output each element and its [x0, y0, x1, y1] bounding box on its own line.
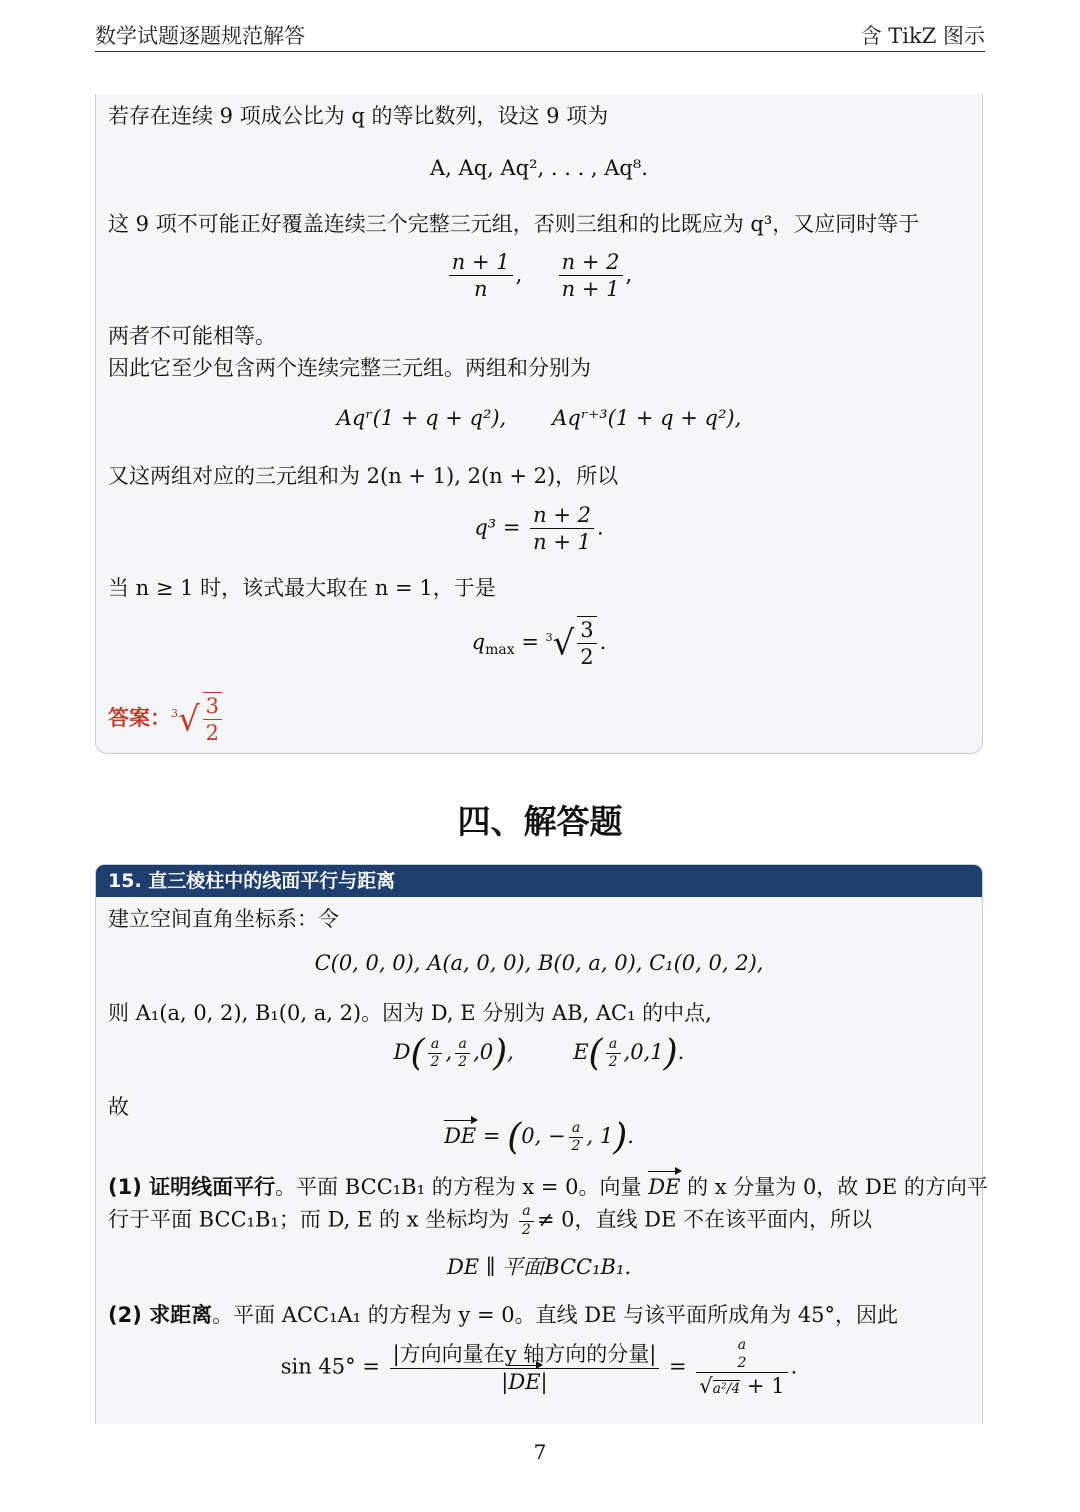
- equation-fractions: $\frac{n + 1}{n}$ , $\frac{n + 2}{n + 1}$ ,: [96, 249, 982, 303]
- header-subtitle: 含 TikZ 图示: [860, 24, 985, 48]
- answer-label: 答案：: [108, 705, 171, 730]
- paragraph: 这 9 项不可能正好覆盖连续三个完整三元组，否则三组和的比既应为 q³，又应同时等于: [108, 212, 920, 236]
- equation: $q_{max} = ^3√$ $\frac{3}{2}$ .: [471, 618, 607, 670]
- problem-box-15: [95, 864, 988, 1424]
- section-title: 四、解答题: [457, 802, 623, 841]
- paragraph: 行于平面 BCC₁B₁；而 D, E 的 x 坐标均为 $\frac{a}{2}$ ≠ 0，直线 DE 不在该平面内，所以: [108, 1203, 872, 1238]
- equation: q³ = $\frac{n + 2}{n + 1}$ .: [474, 503, 604, 555]
- paragraph: 两者不可能相等。: [108, 324, 276, 348]
- paragraph: 故: [108, 1095, 129, 1119]
- equation: C(0, 0, 0), A(a, 0, 0), B(0, a, 0), C₁(0, 0, 2),: [314, 951, 764, 975]
- paragraph: 当 n ≥ 1 时，该式最大取在 n = 1，于是: [108, 576, 496, 600]
- paragraph: (2) 求距离。平面 ACC₁A₁ 的方程为 y = 0。直线 DE 与该平面所成角为 45°，因此: [108, 1303, 899, 1327]
- paragraph: 则 A₁(a, 0, 2), B₁(0, a, 2)。因为 D, E 分别为 AB, AC₁ 的中点,: [108, 1001, 712, 1025]
- paragraph: 因此它至少包含两个连续完整三元组。两组和分别为: [108, 356, 591, 380]
- header-title: 数学试题逐题规范解答: [95, 24, 305, 48]
- paragraph: 若存在连续 9 项成公比为 q 的等比数列，设这 9 项为: [108, 104, 609, 128]
- equation-vector: DE = (0, − $\frac{a}{2}$ , 1).: [444, 1117, 634, 1158]
- paragraph: 又这两组对应的三元组和为 2(n + 1), 2(n + 2)，所以: [108, 464, 619, 488]
- paragraph: 建立空间直角坐标系：令: [108, 907, 339, 931]
- paragraph: (1) 证明线面平行。平面 BCC₁B₁ 的方程为 x = 0。向量 DE 的 x 分量为 0，故 DE 的方向平: [108, 1175, 988, 1199]
- answer: 答案：$^3$√ $\frac{3}{2}$: [108, 692, 225, 747]
- equation: DE ∥ 平面BCC₁B₁.: [446, 1255, 632, 1279]
- equation: Aqʳ(1 + q + q²), Aqʳ⁺³(1 + q + q²),: [336, 406, 742, 430]
- problem-title: 15. 直三棱柱中的线面平行与距离: [96, 865, 982, 897]
- solution-box-14: [95, 94, 983, 754]
- equation-midpoints: D( $\frac{a}{2}$ , $\frac{a}{2}$ ,0), E( $\frac{a}{2}$ ,0,1).: [393, 1033, 685, 1074]
- equation-sin: sin 45° = $\frac{\text{|方向向量在y 轴方向的分量|}}{|DE|}$ = a 2 √a²/4 + 1 .: [280, 1337, 798, 1398]
- equation: A, Aq, Aq², . . . , Aq⁸.: [430, 156, 648, 180]
- page-header: [95, 20, 985, 52]
- page-number: 7: [533, 1440, 547, 1464]
